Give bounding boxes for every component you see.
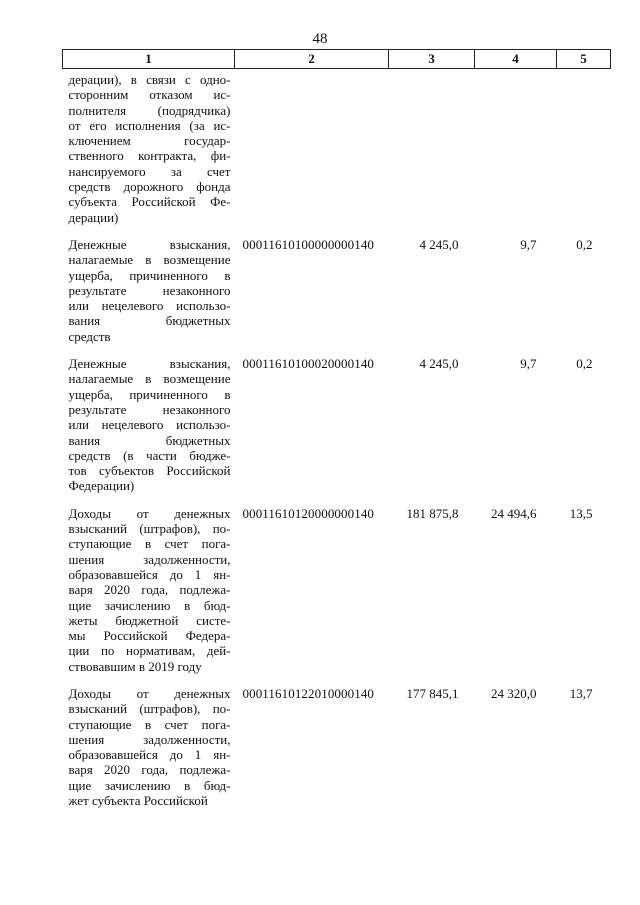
- page-number: 48: [312, 31, 328, 47]
- description-line: взысканий (штрафов), по-: [68, 701, 231, 717]
- header-col-4: 4: [475, 50, 557, 69]
- table-row: [63, 356, 611, 506]
- value-col-5: 13,5: [569, 505, 593, 521]
- table-row: [63, 506, 611, 686]
- description-line: ступающие в счет пога-: [68, 536, 231, 552]
- description-line: средств (в части бюдже-: [68, 447, 231, 463]
- header-col-3: 3: [389, 50, 475, 69]
- row-description: [63, 506, 235, 686]
- description-line: Денежные взыскания,: [68, 236, 231, 252]
- description-line: субъекта Российской Фе-: [68, 194, 231, 210]
- description-line: или нецелевого использо-: [68, 298, 231, 314]
- table-row: [63, 237, 611, 356]
- header-col-5: 5: [557, 50, 611, 69]
- description-line: взысканий (штрафов), по-: [68, 521, 231, 537]
- description-line: налагаемые в возмещение: [68, 371, 231, 387]
- description-line: результате незаконного: [68, 282, 231, 298]
- description-line: вания бюджетных: [68, 313, 231, 329]
- header-row: [63, 50, 611, 69]
- header-col-1: 1: [63, 50, 235, 69]
- row-description: [63, 686, 235, 820]
- row-description: [63, 69, 235, 237]
- description-line: вания бюджетных: [68, 432, 231, 448]
- value-col-4: 24 320,0: [491, 685, 537, 701]
- description-line: сторонним отказом ис-: [68, 87, 231, 103]
- description-line: дерации), в связи с одно-: [68, 72, 231, 87]
- header-col-2: 2: [235, 50, 389, 69]
- description-line: ступающие в счет пога-: [68, 716, 231, 732]
- value-col-5: 0,2: [576, 356, 593, 372]
- description-line: или нецелевого использо-: [68, 417, 231, 433]
- value-col-5: 13,7: [569, 685, 593, 701]
- value-col-3: [389, 69, 475, 237]
- budget-table: [62, 49, 611, 820]
- value-col-3: 181 875,8: [406, 505, 459, 521]
- description-line: ственного контракта, фи-: [68, 148, 231, 164]
- table-row: [63, 686, 611, 820]
- budget-code-cell: 00011610100020000140: [242, 356, 375, 372]
- description-line: жет субъекта Российской: [68, 793, 208, 809]
- value-col-3: 4 245,0: [419, 236, 459, 252]
- description-line: ции по нормативам, дей-: [68, 643, 231, 659]
- description-line: дерации): [68, 209, 119, 225]
- value-col-5: [557, 69, 611, 237]
- value-col-4: 9,7: [520, 236, 537, 252]
- row-description: [63, 356, 235, 506]
- description-line: средств дорожного фонда: [68, 179, 231, 195]
- budget-code-cell: [235, 69, 389, 237]
- description-line: полнителя (подрядчика): [68, 102, 231, 118]
- budget-code-cell: 00011610120000000140: [242, 505, 375, 521]
- description-line: результате незаконного: [68, 401, 231, 417]
- description-line: тов субъектов Российской: [68, 463, 231, 479]
- description-line: Доходы от денежных: [68, 505, 231, 521]
- description-line: Денежные взыскания,: [68, 356, 231, 372]
- value-col-3: 177 845,1: [406, 685, 459, 701]
- description-line: Доходы от денежных: [68, 685, 231, 701]
- description-line: Федерации): [68, 478, 135, 494]
- value-col-5: 0,2: [576, 236, 593, 252]
- value-col-3: 4 245,0: [419, 356, 459, 372]
- budget-code-cell: 00011610122010000140: [242, 685, 375, 701]
- description-line: образовавшейся до 1 ян-: [68, 747, 231, 763]
- description-line: ущерба, причиненного в: [68, 267, 231, 283]
- table-row: [63, 69, 611, 237]
- value-col-4: 24 494,6: [491, 505, 537, 521]
- description-line: от его исполнения (за ис-: [68, 117, 231, 133]
- description-line: шения задолженности,: [68, 551, 231, 567]
- description-line: мы Российской Федера-: [68, 628, 231, 644]
- description-line: нансируемого за счет: [68, 163, 231, 179]
- row-description: [63, 237, 235, 356]
- description-line: варя 2020 года, подлежа-: [68, 582, 231, 598]
- description-line: варя 2020 года, подлежа-: [68, 762, 231, 778]
- description-line: ствовавшим в 2019 году: [68, 658, 202, 674]
- description-line: средств: [68, 328, 111, 344]
- value-col-4: 9,7: [520, 356, 537, 372]
- description-line: ключением государ-: [68, 133, 231, 149]
- table-header: [63, 50, 611, 69]
- table-body: [63, 69, 611, 821]
- description-line: щие зачислению в бюд-: [68, 597, 231, 613]
- description-line: жеты бюджетной систе-: [68, 612, 231, 628]
- description-line: щие зачислению в бюд-: [68, 777, 231, 793]
- description-line: ущерба, причиненного в: [68, 386, 231, 402]
- budget-code-cell: 00011610100000000140: [242, 236, 375, 252]
- description-line: налагаемые в возмещение: [68, 252, 231, 268]
- value-col-4: [475, 69, 557, 237]
- description-line: шения задолженности,: [68, 731, 231, 747]
- description-line: образовавшейся до 1 ян-: [68, 566, 231, 582]
